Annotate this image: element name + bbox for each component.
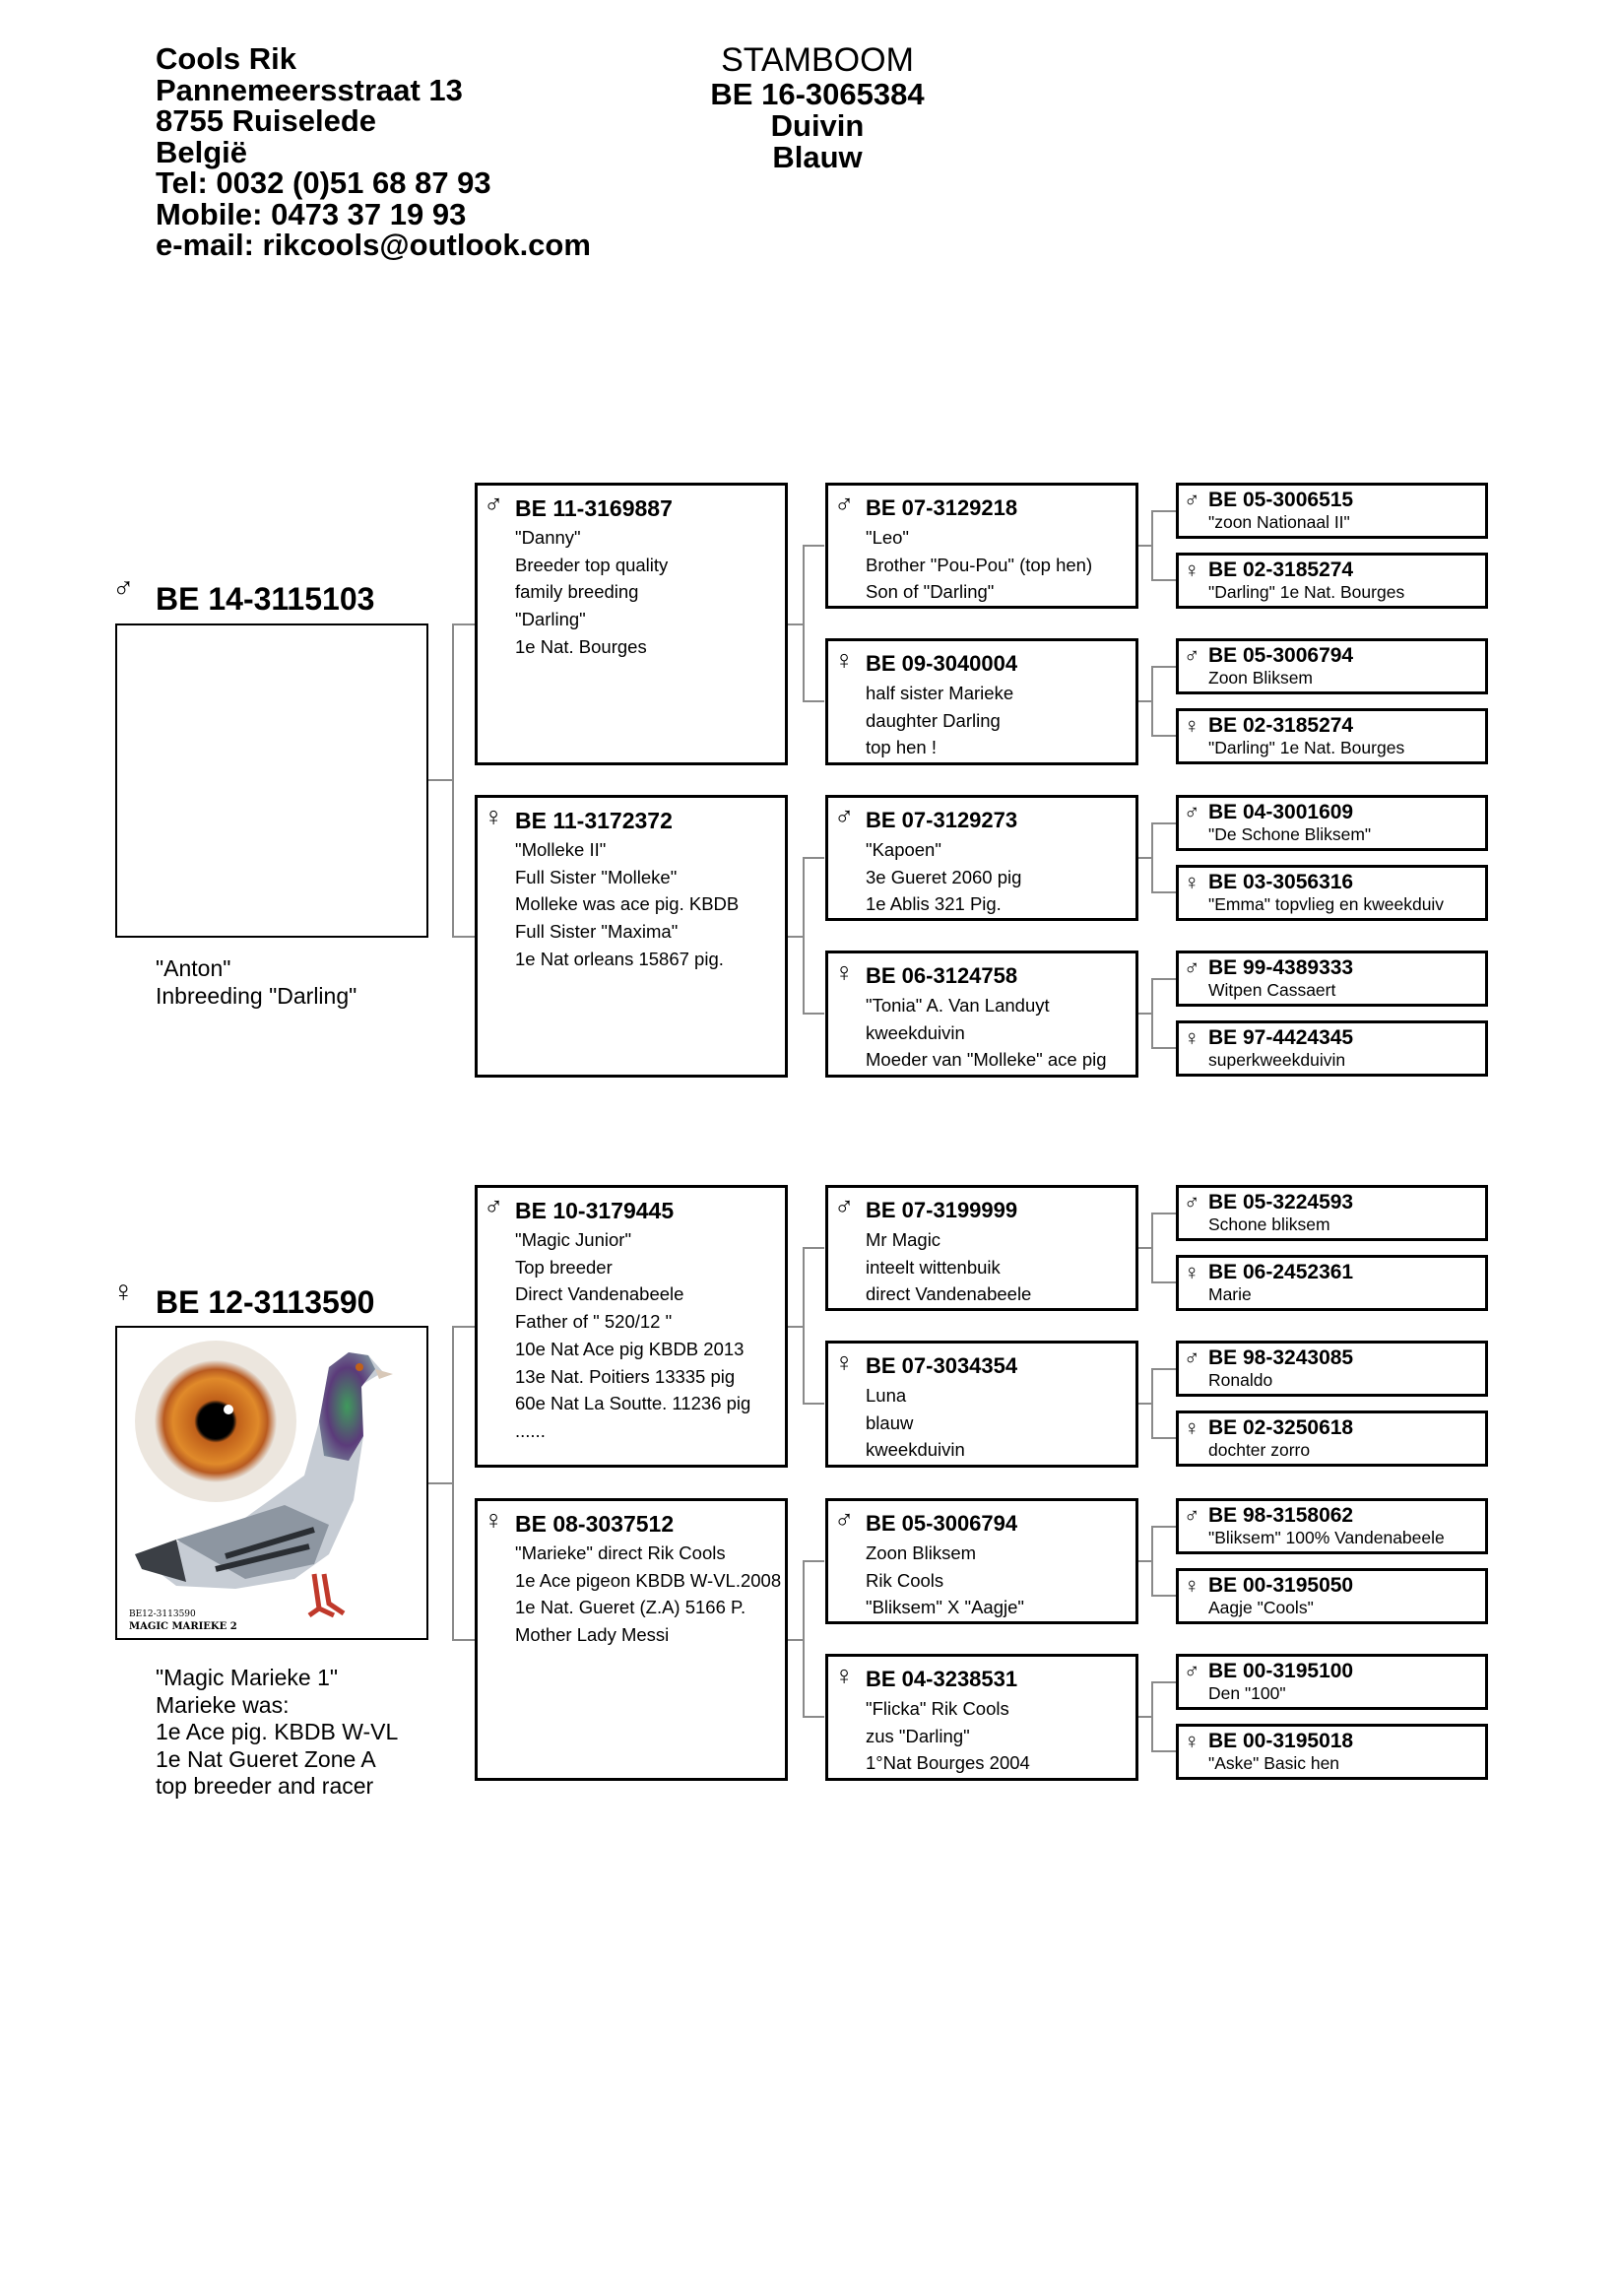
pigeon-notes (1208, 895, 1444, 913)
great-grandparent-box (1176, 483, 1488, 539)
note-line: Rik Cools (866, 1569, 944, 1591)
connector-line (452, 1639, 476, 1641)
ring-number: BE 07-3199999 (866, 1198, 1018, 1222)
ring-number: BE 03-3056316 (1208, 871, 1354, 893)
parent-box (475, 483, 788, 765)
note-line: "Magic Junior" (515, 1229, 632, 1250)
note-line: "Marieke" direct Rik Cools (515, 1542, 726, 1563)
ring-number: BE 97-4424345 (1208, 1026, 1354, 1049)
grandparent-box (825, 1654, 1138, 1781)
connector-line (452, 1326, 476, 1328)
male-icon: ♂ (1184, 1659, 1200, 1683)
female-icon: ♀ (1184, 1025, 1200, 1050)
note-line: "Tonia" A. Van Landuyt (866, 995, 1050, 1016)
note-line: "Bliksem" X "Aagje" (866, 1597, 1024, 1618)
note-line: Aagje "Cools" (1208, 1598, 1314, 1617)
great-grandparent-box (1176, 1498, 1488, 1554)
female-icon: ♀ (484, 1505, 504, 1535)
female-icon: ♀ (834, 957, 855, 987)
male-icon: ♂ (834, 1505, 855, 1535)
pigeon-eye-shape (356, 1363, 363, 1371)
connector-line (787, 1639, 803, 1641)
note-line: family breeding (515, 581, 639, 603)
connector-line (803, 1013, 824, 1015)
great-grandparent-box (1176, 1568, 1488, 1624)
male-icon: ♂ (1184, 488, 1200, 512)
note-line: direct Vandenabeele (866, 1283, 1032, 1305)
great-grandparent-box (1176, 638, 1488, 694)
note-line: "Darling" 1e Nat. Bourges (1208, 738, 1405, 757)
female-icon: ♀ (484, 802, 504, 831)
pigeon-notes (1208, 669, 1313, 687)
female-icon: ♀ (1184, 1415, 1200, 1440)
connector-line (1151, 822, 1153, 892)
pigeon-notes (866, 680, 1013, 761)
note-line: 1e Nat. Bourges (515, 635, 647, 657)
female-icon: ♀ (1184, 558, 1200, 582)
male-icon: ♂ (834, 802, 855, 831)
female-icon: ♀ (112, 1276, 135, 1308)
sire-note-line: Inbreeding "Darling" (156, 982, 357, 1009)
connector-line (1151, 1681, 1177, 1683)
note-line: daughter Darling (866, 709, 1001, 731)
connector-line (1151, 891, 1177, 893)
male-icon: ♂ (834, 1192, 855, 1221)
connector-line (787, 623, 803, 625)
connector-line (787, 936, 803, 938)
connector-line (1137, 1403, 1151, 1405)
ring-number: BE 05-3224593 (1208, 1191, 1354, 1214)
note-line: Luna (866, 1385, 907, 1406)
connector-line (803, 545, 824, 547)
ring-number: BE 06-2452361 (1208, 1261, 1354, 1283)
grandparent-box (825, 795, 1138, 921)
note-line: "Danny" (515, 527, 581, 548)
ring-number: BE 00-3195050 (1208, 1574, 1354, 1597)
note-line: Schone bliksem (1208, 1214, 1330, 1234)
dam-note-line: 1e Ace pig. KBDB W-VL (156, 1719, 399, 1744)
pigeon-notes (1208, 1215, 1330, 1233)
connector-line (452, 1326, 454, 1639)
connector-line (803, 857, 805, 1014)
connector-line (1151, 1047, 1177, 1049)
note-line: ...... (515, 1419, 546, 1441)
note-line: Molleke was ace pig. KBDB (515, 893, 740, 915)
pigeon-notes (1208, 1529, 1445, 1546)
pigeon-notes (1208, 1754, 1339, 1772)
great-grandparent-box (1176, 1185, 1488, 1241)
male-icon: ♂ (1184, 1345, 1200, 1370)
connector-line (1151, 1437, 1177, 1439)
note-line: Father of " 520/12 " (515, 1311, 673, 1333)
dam-photo (115, 1326, 428, 1640)
dam-note-line: 1e Nat Gueret Zone A (156, 1745, 376, 1772)
pigeon-notes (1208, 1599, 1314, 1616)
note-line: Marie (1208, 1284, 1252, 1304)
connector-line (803, 1247, 805, 1404)
connector-line (452, 623, 454, 937)
pigeon-notes (515, 1226, 750, 1445)
pigeon-notes (1208, 1285, 1252, 1303)
note-line: "Leo" (866, 527, 910, 548)
connector-line (1137, 1247, 1151, 1249)
ring-number: BE 00-3195018 (1208, 1730, 1354, 1752)
note-line: half sister Marieke (866, 683, 1014, 703)
note-line: Witpen Cassaert (1208, 980, 1336, 1000)
ring-number: BE 04-3238531 (866, 1667, 1018, 1691)
note-line: Zoon Bliksem (866, 1542, 977, 1563)
connector-line (803, 1247, 824, 1249)
ring-number: BE 08-3037512 (515, 1511, 675, 1537)
parent-box (475, 1498, 788, 1781)
note-line: dochter zorro (1208, 1440, 1311, 1460)
note-line: Moeder van "Molleke" ace pig (866, 1049, 1107, 1071)
note-line: 1e Nat orleans 15867 pig. (515, 948, 724, 969)
great-grandparent-box (1176, 1255, 1488, 1311)
connector-line (1137, 1716, 1151, 1718)
connector-line (803, 1716, 824, 1718)
ring-number: BE 11-3172372 (515, 808, 673, 833)
note-line: "zoon Nationaal II" (1208, 512, 1350, 532)
connector-line (1137, 1560, 1151, 1562)
female-icon: ♀ (834, 1661, 855, 1690)
ring-number: BE 02-3185274 (1208, 558, 1354, 581)
sire-notes (156, 955, 356, 1010)
note-line: Brother "Pou-Pou" (top hen) (866, 554, 1093, 575)
great-grandparent-box (1176, 1654, 1488, 1710)
pedigree-color: Blauw (772, 140, 863, 174)
owner-city: 8755 Ruiselede (156, 103, 377, 138)
male-icon: ♂ (834, 490, 855, 519)
connector-line (803, 1560, 824, 1562)
connector-line (1137, 1013, 1151, 1015)
note-line: 3e Gueret 2060 pig (866, 866, 1022, 887)
owner-mobile: Mobile: 0473 37 19 93 (156, 196, 467, 231)
great-grandparent-box (1176, 1410, 1488, 1467)
pigeon-notes (866, 1695, 1030, 1777)
ring-number: BE 11-3169887 (515, 495, 673, 521)
note-line: "Molleke II" (515, 839, 607, 860)
eye-highlight-shape (224, 1405, 233, 1414)
ring-number: BE 09-3040004 (866, 651, 1018, 676)
note-line: zus "Darling" (866, 1725, 970, 1746)
connector-line (803, 1403, 824, 1405)
ring-number: BE 00-3195100 (1208, 1660, 1354, 1682)
note-line: "Kapoen" (866, 839, 941, 860)
ring-number: BE 05-3006515 (1208, 489, 1354, 511)
connector-line (1151, 1526, 1177, 1528)
connector-line (803, 1560, 805, 1717)
grandparent-box (825, 1498, 1138, 1624)
photo-caption-name: MAGIC MARIEKE 2 (129, 1621, 237, 1632)
note-line: "Flicka" Rik Cools (866, 1698, 1009, 1719)
connector-line (1151, 1368, 1153, 1438)
connector-line (1151, 510, 1153, 580)
note-line: Breeder top quality (515, 554, 669, 575)
female-icon: ♀ (1184, 1573, 1200, 1598)
photo-caption-ring: BE12-3113590 (129, 1609, 196, 1619)
dam-note-line: top breeder and racer (156, 1773, 374, 1799)
connector-line (1151, 1595, 1177, 1597)
ring-number: BE 99-4389333 (1208, 956, 1354, 979)
male-icon: ♂ (1184, 1190, 1200, 1214)
ring-number: BE 05-3006794 (1208, 644, 1354, 667)
pigeon-notes (1208, 583, 1404, 601)
note-line: Mr Magic (866, 1229, 941, 1250)
connector-line (1151, 1368, 1177, 1370)
owner-email: e-mail: rikcools@outlook.com (156, 228, 591, 262)
ring-number: BE 07-3129273 (866, 808, 1018, 832)
connector-line (1151, 1213, 1177, 1214)
note-line: superkweekduivin (1208, 1050, 1346, 1070)
note-line: Top breeder (515, 1256, 613, 1278)
ring-number: BE 05-3006794 (866, 1511, 1018, 1536)
note-line: Mother Lady Messi (515, 1624, 670, 1646)
connector-line (1151, 1526, 1153, 1596)
connector-line (1137, 700, 1151, 702)
note-line: "Emma" topvlieg en kweekduiv (1208, 894, 1445, 914)
note-line: Full Sister "Maxima" (515, 921, 679, 943)
pigeon-notes (1208, 981, 1335, 999)
pigeon-beak-shape (375, 1369, 393, 1379)
connector-line (1151, 579, 1177, 581)
pedigree-ring: BE 16-3065384 (710, 77, 925, 111)
connector-line (1151, 978, 1153, 1048)
great-grandparent-box (1176, 795, 1488, 851)
connector-line (1151, 1750, 1177, 1752)
pigeon-notes (1208, 825, 1371, 843)
connector-line (1151, 1681, 1153, 1751)
note-line: Zoon Bliksem (1208, 668, 1314, 688)
connector-line (1151, 1281, 1177, 1283)
note-line: "Bliksem" 100% Vandenabeele (1208, 1528, 1445, 1547)
connector-line (1151, 510, 1177, 512)
dam-note-line: "Magic Marieke 1" (156, 1665, 339, 1690)
ring-number: BE 04-3001609 (1208, 801, 1354, 823)
note-line: top hen ! (866, 737, 938, 758)
male-icon: ♂ (1184, 955, 1200, 980)
note-line: 1°Nat Bourges 2004 (866, 1752, 1030, 1774)
note-line: 10e Nat Ace pig KBDB 2013 (515, 1338, 745, 1359)
great-grandparent-box (1176, 1341, 1488, 1397)
pigeon-notes (1208, 739, 1404, 756)
parent-box (475, 1185, 788, 1468)
female-icon: ♀ (1184, 1729, 1200, 1753)
owner-name: Cools Rik (156, 41, 296, 76)
male-icon: ♂ (112, 572, 135, 605)
pigeon-notes (1208, 1051, 1345, 1069)
owner-phone: Tel: 0032 (0)51 68 87 93 (156, 165, 491, 200)
note-line: 60e Nat La Soutte. 11236 pig (515, 1393, 751, 1414)
ring-number: BE 98-3243085 (1208, 1346, 1354, 1369)
ring-number: BE 07-3129218 (866, 495, 1018, 520)
female-icon: ♀ (834, 1347, 855, 1377)
ring-number: BE 98-3158062 (1208, 1504, 1354, 1527)
ring-number: BE 02-3250618 (1208, 1416, 1354, 1439)
connector-line (803, 700, 824, 702)
male-icon: ♂ (1184, 643, 1200, 668)
connector-line (787, 1326, 803, 1328)
ring-number: BE 06-3124758 (866, 963, 1018, 988)
parent-box (475, 795, 788, 1078)
pigeon-notes (1208, 1441, 1310, 1459)
pedigree-title: STAMBOOM (721, 41, 914, 79)
pigeon-notes (866, 1382, 965, 1464)
female-icon: ♀ (1184, 1260, 1200, 1284)
note-line: Ronaldo (1208, 1370, 1273, 1390)
great-grandparent-box (1176, 1020, 1488, 1077)
owner-street: Pannemeersstraat 13 (156, 72, 463, 107)
note-line: kweekduivin (866, 1021, 965, 1043)
male-icon: ♂ (1184, 800, 1200, 824)
female-icon: ♀ (1184, 713, 1200, 738)
male-icon: ♂ (484, 490, 504, 519)
connector-line (1151, 822, 1177, 824)
note-line: Direct Vandenabeele (515, 1283, 684, 1305)
note-line: inteelt wittenbuik (866, 1256, 1001, 1278)
connector-line (1151, 735, 1177, 737)
grandparent-box (825, 638, 1138, 765)
pigeon-photo-image (117, 1328, 426, 1638)
dam-note-line: Marieke was: (156, 1691, 290, 1718)
grandparent-box (825, 483, 1138, 609)
great-grandparent-box (1176, 865, 1488, 921)
dam-id: BE 12-3113590 (156, 1284, 375, 1320)
female-icon: ♀ (1184, 870, 1200, 894)
connector-line (1151, 666, 1177, 668)
grandparent-box (825, 1185, 1138, 1311)
owner-block (156, 43, 591, 261)
sire-note-line: "Anton" (156, 955, 231, 981)
note-line: 13e Nat. Poitiers 13335 pig (515, 1365, 736, 1387)
great-grandparent-box (1176, 1724, 1488, 1780)
connector-line (428, 779, 452, 781)
note-line: "De Schone Bliksem" (1208, 824, 1372, 844)
note-line: Son of "Darling" (866, 581, 995, 603)
pigeon-notes (866, 1540, 1024, 1621)
pigeon-notes (866, 1226, 1031, 1308)
pigeon-notes (515, 836, 739, 973)
connector-line (452, 623, 476, 625)
great-grandparent-box (1176, 708, 1488, 764)
grandparent-box (825, 1341, 1138, 1468)
great-grandparent-box (1176, 553, 1488, 609)
connector-line (428, 1482, 452, 1484)
female-icon: ♀ (834, 645, 855, 675)
note-line: 1e Nat. Gueret (Z.A) 5166 P. (515, 1597, 746, 1618)
ring-number: BE 02-3185274 (1208, 714, 1354, 737)
connector-line (1137, 545, 1151, 547)
ring-number: BE 07-3034354 (866, 1353, 1018, 1378)
connector-line (1151, 666, 1153, 736)
connector-line (1151, 1213, 1153, 1282)
pedigree-sex: Duivin (770, 108, 865, 143)
note-line: kweekduivin (866, 1439, 965, 1461)
connector-line (1137, 857, 1151, 859)
note-line: "Darling" (515, 609, 586, 630)
connector-line (1151, 978, 1177, 980)
pigeon-notes (866, 992, 1107, 1074)
note-line: 1e Ablis 321 Pig. (866, 893, 1002, 915)
dam-notes (156, 1665, 398, 1801)
note-line: "Aske" Basic hen (1208, 1753, 1340, 1773)
pigeon-notes (1208, 513, 1350, 531)
pigeon-notes (515, 1540, 781, 1649)
connector-line (803, 857, 824, 859)
male-icon: ♂ (1184, 1503, 1200, 1528)
note-line: "Darling" 1e Nat. Bourges (1208, 582, 1405, 602)
male-icon: ♂ (484, 1192, 504, 1221)
sire-photo-frame (115, 623, 428, 938)
pigeon-notes (515, 524, 668, 661)
connector-line (452, 936, 476, 938)
pedigree-header (680, 41, 955, 173)
pigeon-notes (1208, 1684, 1286, 1702)
note-line: 1e Ace pigeon KBDB W-VL.2008 (515, 1569, 782, 1591)
great-grandparent-box (1176, 951, 1488, 1007)
grandparent-box (825, 951, 1138, 1078)
pigeon-notes (866, 524, 1092, 606)
note-line: Den "100" (1208, 1683, 1286, 1703)
ring-number: BE 10-3179445 (515, 1198, 675, 1223)
pigeon-notes (1208, 1371, 1272, 1389)
note-line: blauw (866, 1411, 914, 1433)
connector-line (803, 545, 805, 701)
sire-id: BE 14-3115103 (156, 581, 375, 617)
owner-country: België (156, 134, 248, 169)
note-line: Full Sister "Molleke" (515, 866, 678, 887)
pigeon-neck-shape (319, 1352, 375, 1461)
pigeon-feet-shape (309, 1574, 344, 1615)
pigeon-notes (866, 836, 1021, 918)
